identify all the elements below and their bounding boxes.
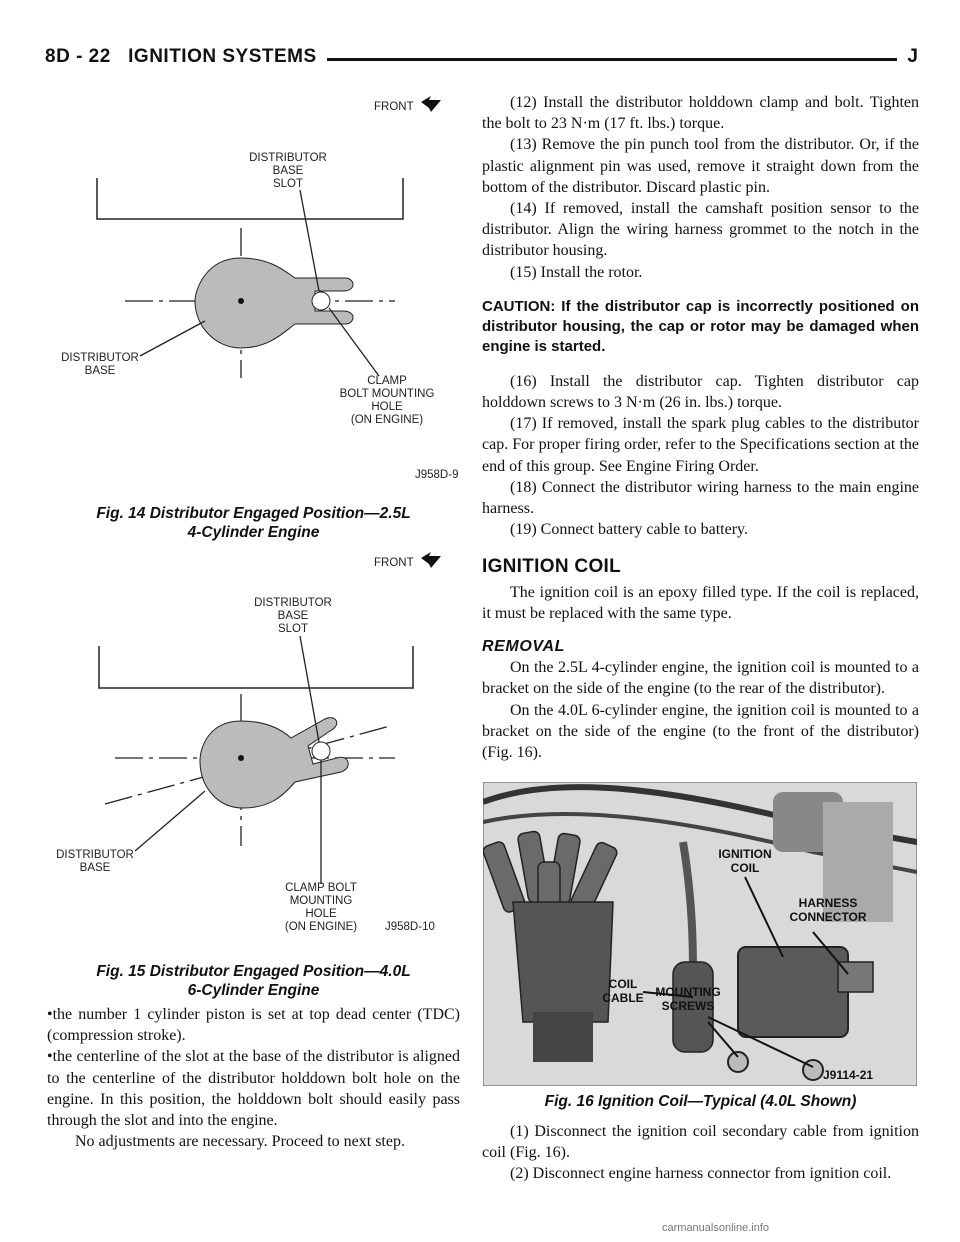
fig16-code: J9114-21 bbox=[823, 1068, 874, 1082]
step-18: (18) Connect the distributor wiring harness to the main engine harness. bbox=[482, 478, 919, 518]
right-body-text bbox=[482, 92, 919, 763]
step-16: (16) Install the distributor cap. Tighten distributor cap holddown screws to 3 N·m (26 in. lbs.) torque. bbox=[482, 372, 919, 412]
fig14-caption-line1: Fig. 14 Distributor Engaged Position—2.5L bbox=[96, 505, 411, 522]
fig14-base-l2: BASE bbox=[84, 365, 116, 377]
fig15-slot-l2: BASE bbox=[277, 610, 309, 622]
fig16-cable-l2: CABLE bbox=[602, 991, 644, 1005]
paragraph: No adjustments are necessary. Proceed to next step. bbox=[75, 1133, 405, 1151]
fig16-ignition-l1: IGNITION bbox=[718, 847, 772, 861]
fig14-base-l1: DISTRIBUTOR bbox=[61, 352, 139, 364]
fig16-mounting-l2: SCREWS bbox=[661, 999, 715, 1013]
step-12: (12) Install the distributor holddown clamp and bolt. Tighten the bolt to 23 N·m (17 ft. lbs.) torque. bbox=[482, 94, 919, 133]
header-letter: J bbox=[897, 46, 918, 68]
fig14-caption-line2: 4-Cylinder Engine bbox=[187, 524, 320, 541]
bullet-text: the centerline of the slot at the base of the distributor is aligned to the centerline of the distributor holddown bolt hole on the engine. In this position, the holddown bolt should easily pass through the slot and into the engine. bbox=[47, 1048, 460, 1130]
fig16-photo bbox=[483, 782, 917, 1086]
fig14-clamp-l3: HOLE bbox=[371, 401, 403, 413]
fig14-clamp-l1: CLAMP bbox=[367, 375, 407, 387]
removal-para-1: On the 2.5L 4-cylinder engine, the ignition coil is mounted to a bracket on the side of the engine (to the rear of the distributor). bbox=[482, 659, 919, 698]
fig15-clamp-l2: MOUNTING bbox=[289, 895, 353, 907]
fig14-slot-l3: SLOT bbox=[272, 178, 304, 190]
fig15-code: J958D-10 bbox=[385, 921, 435, 933]
fig14-clamp-l4: (ON ENGINE) bbox=[350, 414, 424, 426]
front-arrow-icon bbox=[421, 552, 441, 568]
fig16-harness-l2: CONNECTOR bbox=[789, 910, 867, 924]
page-header bbox=[45, 46, 918, 74]
fig16-harness-l1: HARNESS bbox=[798, 896, 858, 910]
fig15-clamp-l3: HOLE bbox=[305, 908, 337, 920]
step-17: (17) If removed, install the spark plug cables to the distributor cap. For proper firing order, refer to the Specifications section at the end of this group. See Engine Firing Order. bbox=[482, 415, 919, 475]
bullet-item: •the centerline of the slot at the base of the distributor is aligned to the centerline of the distributor holddown bolt hole on the engine. In this position, the holddown bolt should easily pass through the slot and into the engine. bbox=[47, 1048, 460, 1130]
fig15-clamp-l4: (ON ENGINE) bbox=[284, 921, 358, 933]
step-14: (14) If removed, install the camshaft position sensor to the distributor. Align the wiring harness grommet to the notch in the distributor housing. bbox=[482, 200, 919, 260]
fig15-slot-l3: SLOT bbox=[277, 623, 309, 635]
fig14-slot-l2: BASE bbox=[272, 165, 304, 177]
fig14-slot-l1: DISTRIBUTOR bbox=[249, 152, 327, 164]
fig15-clamp-l1: CLAMP BOLT bbox=[285, 882, 357, 894]
step-15: (15) Install the rotor. bbox=[510, 263, 643, 281]
step-1: (1) Disconnect the ignition coil secondary cable from ignition coil (Fig. 16). bbox=[482, 1123, 919, 1162]
coil-intro: The ignition coil is an epoxy filled type. If the coil is replaced, it must be replaced with the same type. bbox=[482, 583, 919, 622]
fig15-caption-line2: 6-Cylinder Engine bbox=[187, 982, 320, 999]
fig15-front-label: FRONT bbox=[374, 557, 414, 569]
header-section: 8D - 22 IGNITION SYSTEMS bbox=[45, 46, 327, 68]
fig16-caption: Fig. 16 Ignition Coil—Typical (4.0L Shown) bbox=[544, 1093, 857, 1110]
fig15-base-l2: BASE bbox=[79, 862, 111, 874]
subheading-removal: REMOVAL bbox=[482, 638, 566, 656]
fig14-clamp-l2: BOLT MOUNTING bbox=[339, 388, 435, 400]
bullet-text: the number 1 cylinder piston is set at top dead center (TDC) (compression stroke). bbox=[47, 1006, 460, 1045]
fig14-front-label: FRONT bbox=[374, 101, 414, 113]
removal-para-2: On the 4.0L 6-cylinder engine, the ignition coil is mounted to a bracket on the side of the engine (to the front of the distributor) (Fig. 16). bbox=[482, 701, 919, 762]
fig15-diagram bbox=[45, 546, 460, 946]
fig14-diagram bbox=[45, 86, 460, 486]
step-19: (19) Connect battery cable to battery. bbox=[510, 521, 748, 539]
right-lower-text bbox=[482, 1092, 919, 1185]
fig16-mounting-l1: MOUNTING bbox=[655, 985, 721, 999]
fig15-slot-l1: DISTRIBUTOR bbox=[254, 597, 332, 609]
fig16-cable-l1: COIL bbox=[608, 977, 638, 991]
section-heading-ignition-coil: IGNITION COIL bbox=[482, 556, 622, 578]
fig14-code: J958D-9 bbox=[415, 469, 459, 481]
fig15-base-l1: DISTRIBUTOR bbox=[56, 849, 134, 861]
fig14-caption bbox=[47, 504, 460, 542]
left-body-text bbox=[47, 1004, 460, 1152]
step-2: (2) Disconnect engine harness connector from ignition coil. bbox=[510, 1165, 892, 1183]
step-13: (13) Remove the pin punch tool from the distributor. Or, if the plastic alignment pin was used, remove it straight down from the bottom of the distributor. Discard plastic pin. bbox=[482, 136, 919, 196]
fig15-caption bbox=[47, 962, 460, 1000]
bullet-item: •the number 1 cylinder piston is set at top dead center (TDC) (compression stroke). bbox=[47, 1006, 460, 1045]
caution-note: CAUTION: If the distributor cap is incorrectly positioned on distributor housing, the cap or rotor may be damaged when engine is started. bbox=[482, 297, 919, 355]
front-arrow-icon bbox=[421, 96, 441, 112]
footer-watermark: carmanualsonline.info bbox=[662, 1222, 770, 1234]
fig16-ignition-l2: COIL bbox=[730, 861, 760, 875]
fig15-caption-line1: Fig. 15 Distributor Engaged Position—4.0L bbox=[96, 963, 411, 980]
